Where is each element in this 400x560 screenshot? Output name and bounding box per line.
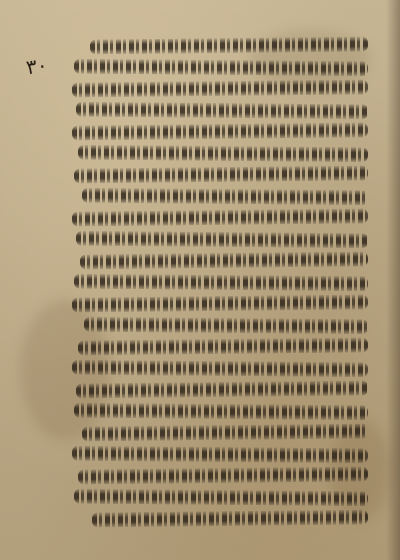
handwritten-line — [82, 187, 368, 204]
manuscript-text-block — [72, 38, 368, 538]
handwritten-line — [74, 488, 368, 506]
handwritten-line — [76, 380, 368, 398]
handwritten-line — [76, 101, 368, 119]
page-edge-shadow — [386, 0, 400, 560]
handwritten-line — [78, 337, 368, 355]
handwritten-line — [72, 359, 368, 377]
handwritten-line — [72, 122, 368, 140]
handwritten-line — [80, 251, 368, 269]
handwritten-line — [84, 316, 368, 333]
handwritten-line — [72, 445, 368, 463]
handwritten-line — [72, 208, 368, 226]
handwritten-line — [78, 466, 368, 484]
handwritten-line — [72, 79, 368, 97]
handwritten-line — [82, 424, 368, 442]
handwritten-line — [74, 402, 368, 420]
handwritten-line — [90, 37, 368, 55]
handwritten-line — [72, 294, 368, 312]
handwritten-line — [74, 165, 368, 183]
handwritten-line — [76, 230, 368, 248]
handwritten-line — [74, 273, 368, 291]
handwritten-line — [92, 510, 368, 528]
folio-number: ٣٠ — [24, 52, 50, 80]
handwritten-line — [74, 58, 368, 76]
handwritten-line — [78, 144, 368, 162]
